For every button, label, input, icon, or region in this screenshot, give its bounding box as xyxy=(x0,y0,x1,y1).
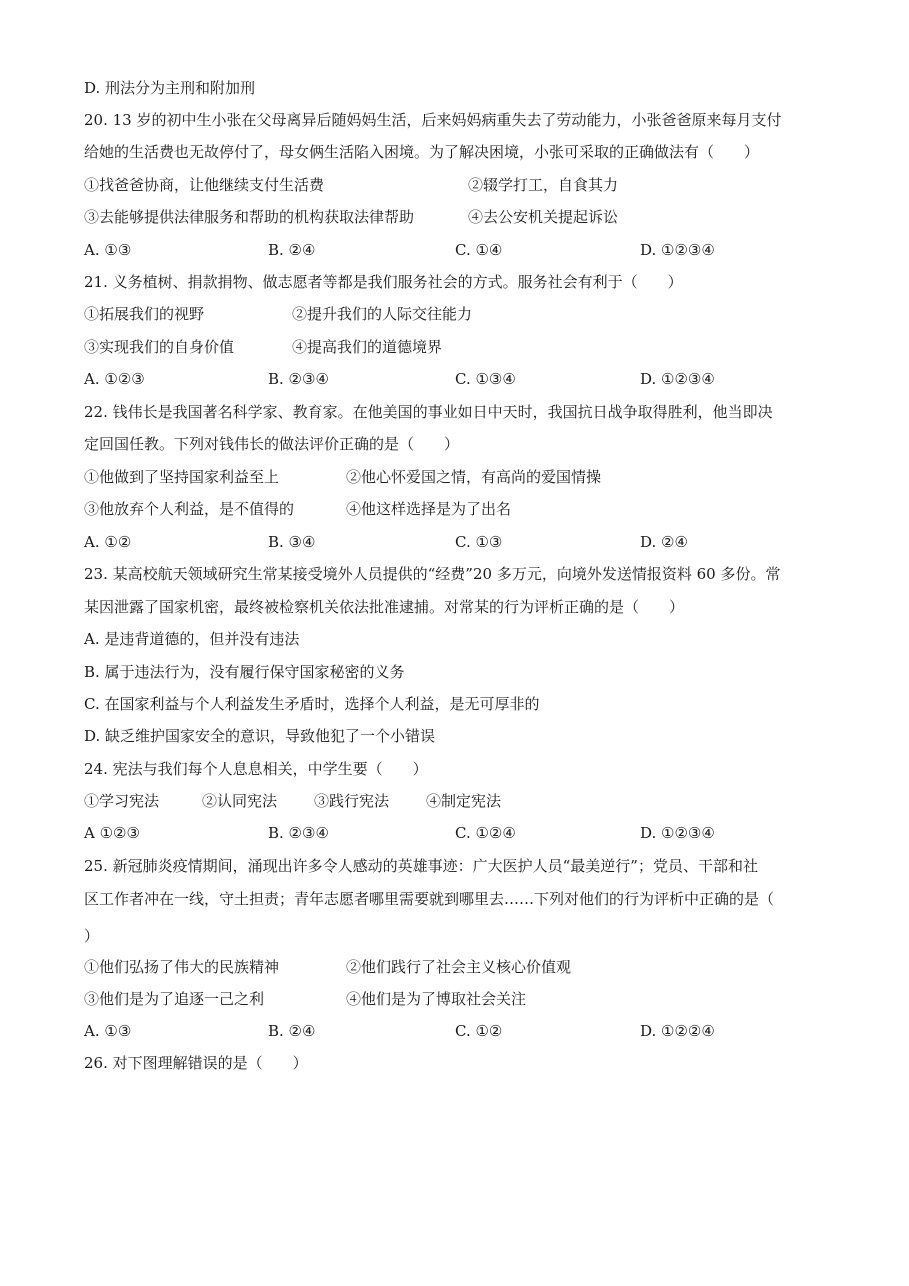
q22-option-a: A. ①② xyxy=(84,533,132,551)
q24-statement-1: ①学习宪法 xyxy=(84,792,160,810)
q24-statement-3: ③践行宪法 xyxy=(314,792,390,810)
q25-option-a: A. ①③ xyxy=(84,1022,132,1040)
q21-stem-line-1: 21. 义务植树、捐款捐物、做志愿者等都是我们服务社会的方式。服务社会有利于（ ） xyxy=(84,273,683,291)
q25-stem-line-3: ） xyxy=(84,927,100,945)
q24-stem-line-1: 24. 宪法与我们每个人息息相关，中学生要（ ） xyxy=(84,760,428,778)
q25-statement-3: ③他们是为了追逐一己之利 xyxy=(84,990,265,1008)
q22-stem-line-2: 定回国任教。下列对钱伟长的做法评价正确的是（ ） xyxy=(84,435,460,453)
q24-option-c: C. ①②④ xyxy=(455,824,516,842)
q20-statement-3: ③去能够提供法律服务和帮助的机构获取法律帮助 xyxy=(84,208,415,226)
q22-stem-line-1: 22. 钱伟长是我国著名科学家、教育家。在他美国的事业如日中天时，我国抗日战争取得胜利，他当即决 xyxy=(84,403,773,421)
q23-option-a: A. 是违背道德的，但并没有违法 xyxy=(84,630,300,648)
q22-statement-3: ③他放弃个人利益，是不值得的 xyxy=(84,500,295,518)
q22-option-c: C. ①③ xyxy=(455,533,503,551)
q20-stem-line-2: 给她的生活费也无故停付了，母女俩生活陷入困境。为了解决困境，小张可采取的正确做法有（ ） xyxy=(84,143,760,161)
q25-option-b: B. ②④ xyxy=(268,1022,316,1040)
q24-option-b: B. ②③④ xyxy=(268,824,329,842)
q20-option-a: A. ①③ xyxy=(84,241,132,259)
q23-stem-line-2: 某因泄露了国家机密，最终被检察机关依法批准逮捕。对常某的行为评析正确的是（ ） xyxy=(84,598,685,616)
q24-option-a: A ①②③ xyxy=(84,824,140,842)
q22-option-b: B. ③④ xyxy=(268,533,316,551)
q23-option-b: B. 属于违法行为，没有履行保守国家秘密的义务 xyxy=(84,663,405,681)
q20-option-d: D. ①②③④ xyxy=(640,241,715,259)
q25-statement-1: ①他们弘扬了伟大的民族精神 xyxy=(84,958,280,976)
q20-option-c: C. ①④ xyxy=(455,241,503,259)
q25-stem-line-1: 25. 新冠肺炎疫情期间，涌现出许多令人感动的英雄事迹：广大医护人员“最美逆行”；党员、干部和社 xyxy=(84,857,758,875)
q22-statement-2: ②他心怀爱国之情，有高尚的爱国情操 xyxy=(346,468,602,486)
q20-stem-line-1: 20. 13 岁的初中生小张在父母离异后随妈妈生活，后来妈妈病重失去了劳动能力，小张爸爸原来每月支付 xyxy=(84,111,782,129)
q23-option-d: D. 缺乏维护国家安全的意识，导致他犯了一个小错误 xyxy=(84,727,436,745)
q25-statement-4: ④他们是为了博取社会关注 xyxy=(346,990,527,1008)
q21-statement-3: ③实现我们的自身价值 xyxy=(84,338,235,356)
q21-option-d: D. ①②③④ xyxy=(640,370,715,388)
q25-statement-2: ②他们践行了社会主义核心价值观 xyxy=(346,958,572,976)
q25-option-c: C. ①② xyxy=(455,1022,503,1040)
q21-statement-1: ①拓展我们的视野 xyxy=(84,305,205,323)
q22-statement-4: ④他这样选择是为了出名 xyxy=(346,500,512,518)
q24-statement-2: ②认同宪法 xyxy=(202,792,278,810)
q22-statement-1: ①他做到了坚持国家利益至上 xyxy=(84,468,280,486)
q21-statement-2: ②提升我们的人际交往能力 xyxy=(292,305,473,323)
q23-stem-line-1: 23. 某高校航天领域研究生常某接受境外人员提供的“经费”20 多万元，向境外发送情报资料 60 多份。常 xyxy=(84,565,781,583)
q20-option-b: B. ②④ xyxy=(268,241,316,259)
q21-option-a: A. ①②③ xyxy=(84,370,145,388)
q21-statement-4: ④提高我们的道德境界 xyxy=(292,338,443,356)
q23-option-c: C. 在国家利益与个人利益发生矛盾时，选择个人利益，是无可厚非的 xyxy=(84,695,540,713)
q24-option-d: D. ①②③④ xyxy=(640,824,715,842)
q25-option-d: D. ①②②④ xyxy=(640,1022,715,1040)
q19-option-d: D. 刑法分为主刑和附加刑 xyxy=(84,79,256,97)
q20-statement-2: ②辍学打工，自食其力 xyxy=(468,176,619,194)
q21-option-b: B. ②③④ xyxy=(268,370,329,388)
q20-statement-1: ①找爸爸协商，让他继续支付生活费 xyxy=(84,176,325,194)
q26-stem-line-1: 26. 对下图理解错误的是（ ） xyxy=(84,1054,308,1072)
q22-option-d: D. ②④ xyxy=(640,533,688,551)
q21-option-c: C. ①③④ xyxy=(455,370,516,388)
q25-stem-line-2: 区工作者冲在一线，守土担责；青年志愿者哪里需要就到哪里去……下列对他们的行为评析中正确的是（ xyxy=(84,890,775,908)
q24-statement-4: ④制定宪法 xyxy=(426,792,502,810)
q20-statement-4: ④去公安机关提起诉讼 xyxy=(468,208,619,226)
